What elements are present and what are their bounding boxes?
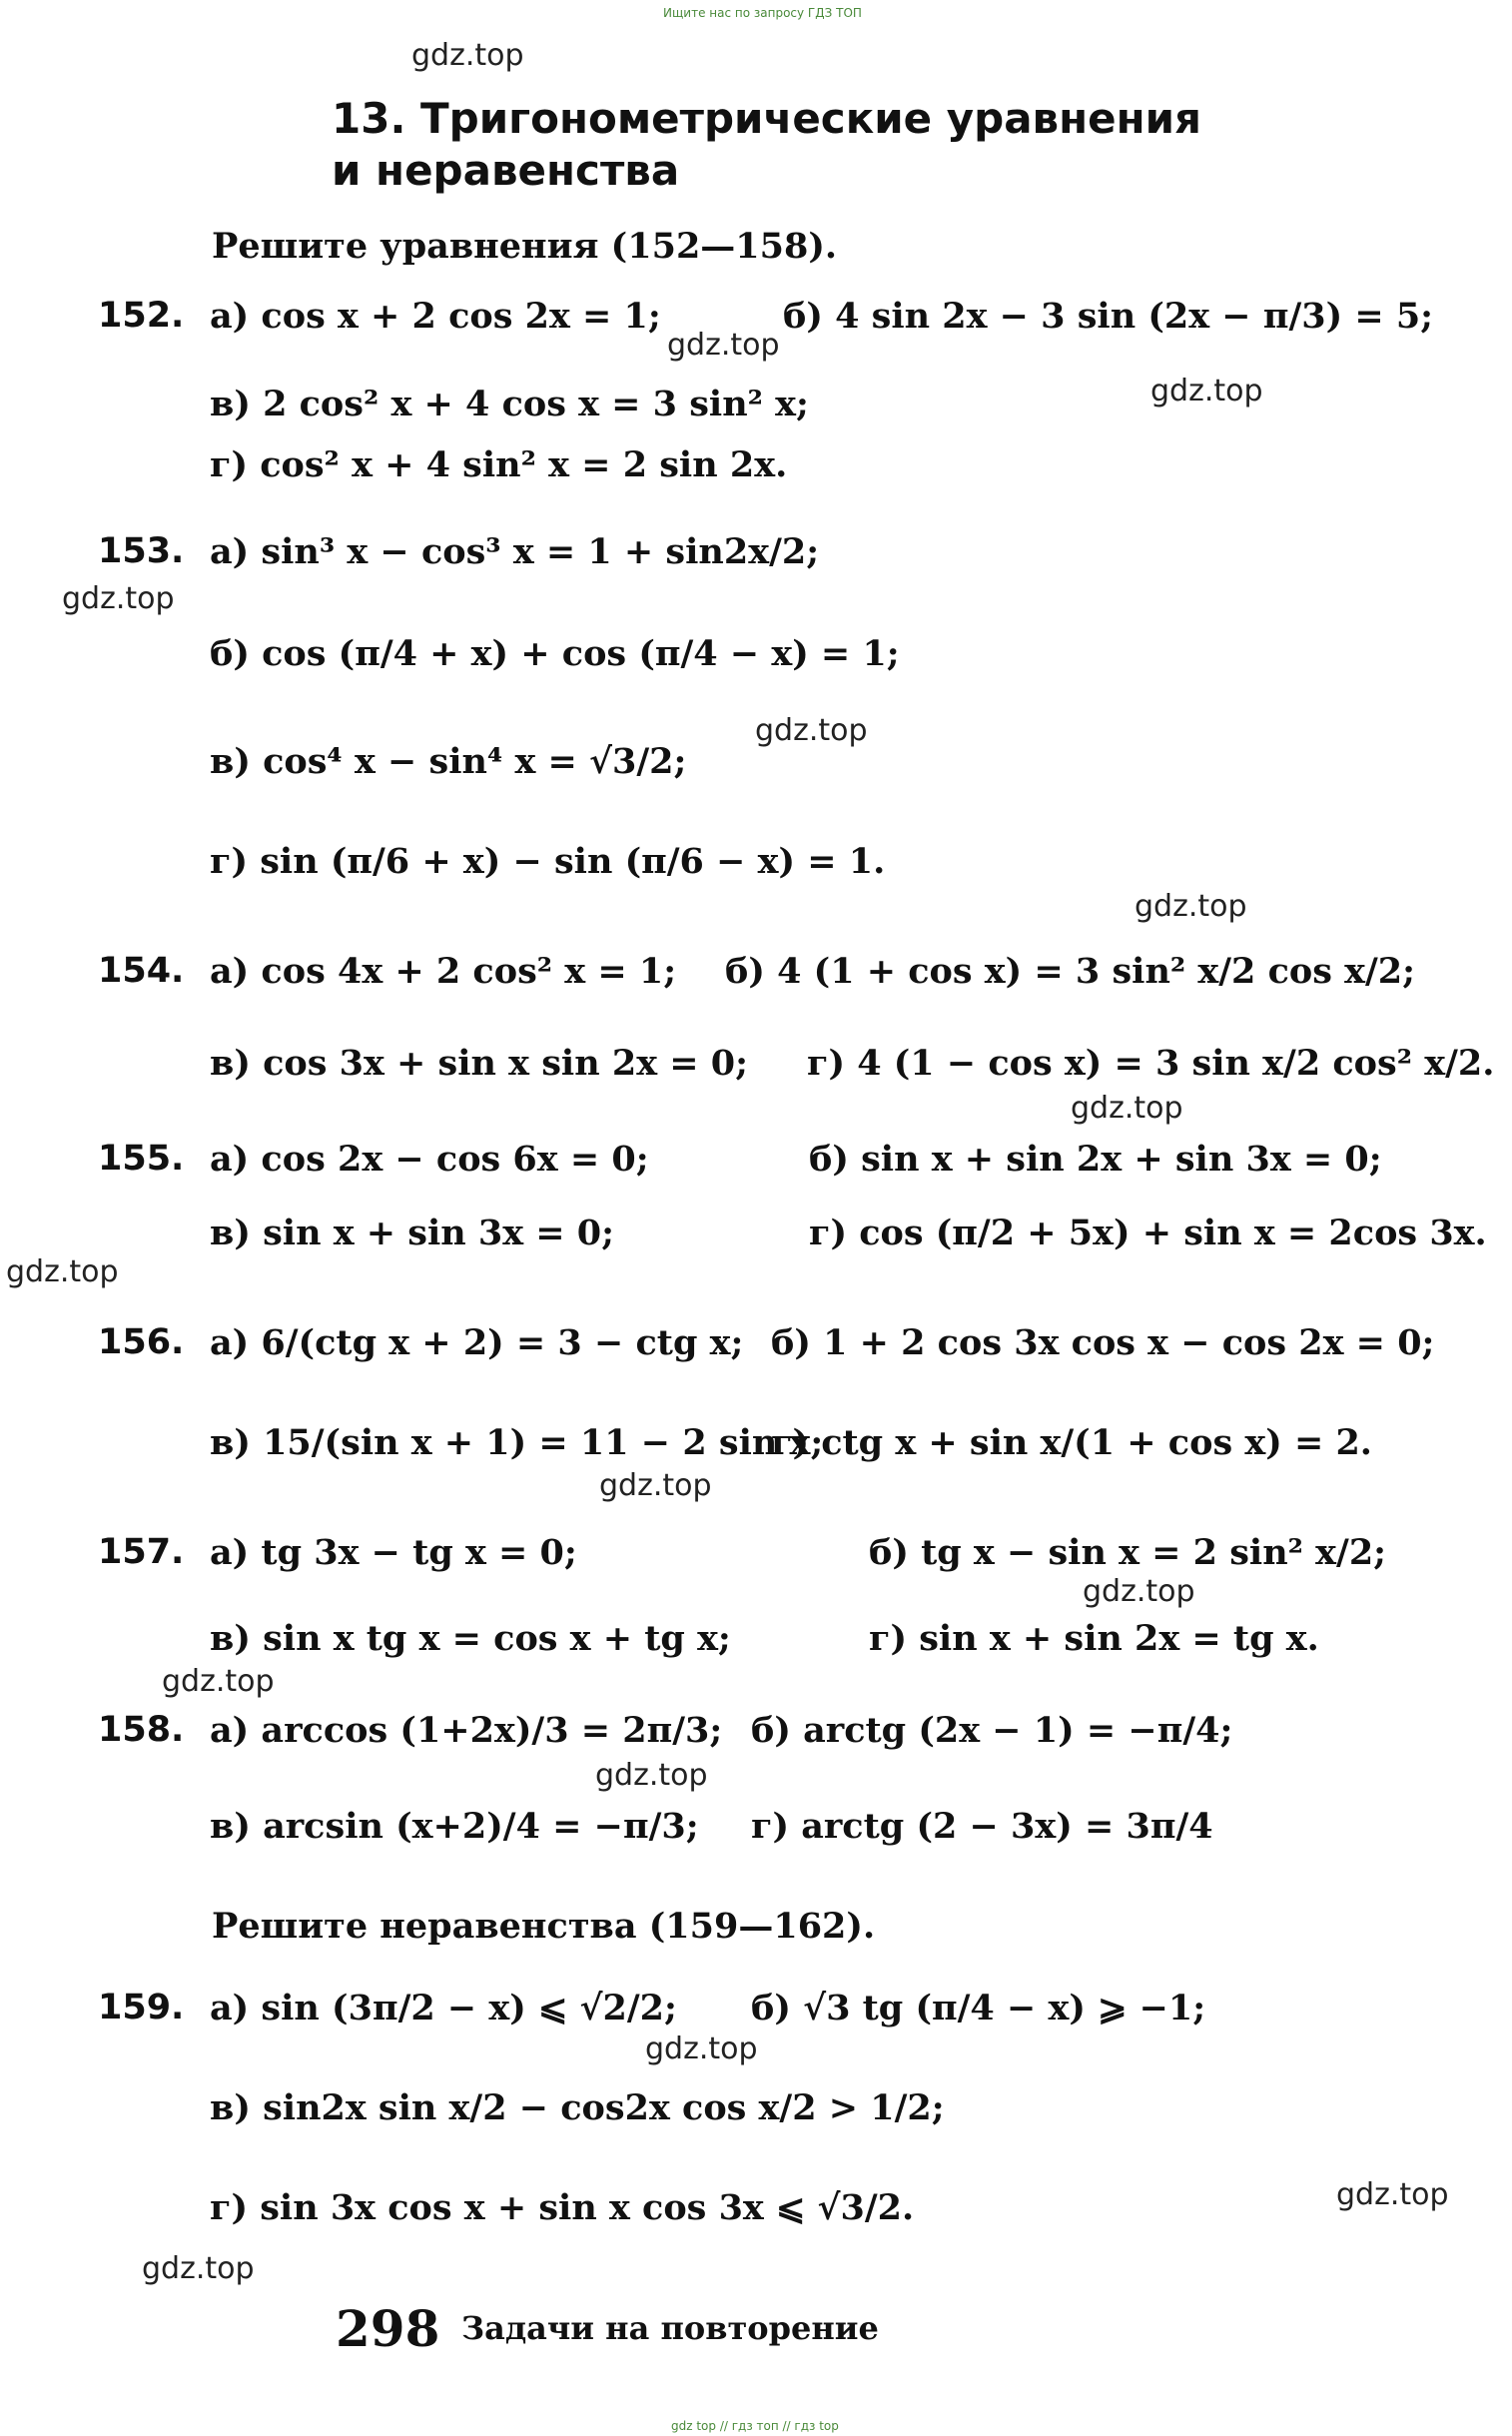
- problem-154-v: в) cos 3x + sin x sin 2x = 0;: [210, 1043, 749, 1084]
- watermark: gdz.top: [755, 713, 868, 748]
- problem-159-a: а) sin (3π/2 − x) ⩽ √2/2;: [210, 1988, 677, 2029]
- intro-inequalities: Решите неравенства (159—162).: [212, 1906, 876, 1947]
- problem-154-a: а) cos 4x + 2 cos² x = 1;: [210, 951, 677, 992]
- problem-155-g: г) cos (π/2 + 5x) + sin x = 2cos 3x.: [809, 1213, 1487, 1253]
- section-title-line1: 13. Тригонометрические уравнения: [332, 94, 1202, 143]
- problem-152-b: б) 4 sin 2x − 3 sin (2x − π/3) = 5;: [783, 296, 1434, 337]
- problem-154-g: г) 4 (1 − cos x) = 3 sin x/2 cos² x/2.: [807, 1043, 1495, 1084]
- watermark: gdz.top: [595, 1758, 708, 1793]
- problem-152-v: в) 2 cos² x + 4 cos x = 3 sin² x;: [210, 384, 809, 424]
- problem-number-152: 152.: [98, 296, 185, 336]
- watermark: gdz.top: [142, 2251, 255, 2286]
- problem-155-a: а) cos 2x − cos 6x = 0;: [210, 1139, 649, 1180]
- problem-154-b: б) 4 (1 + cos x) = 3 sin² x/2 cos x/2;: [725, 951, 1416, 992]
- problem-159-g: г) sin 3x cos x + sin x cos 3x ⩽ √3/2.: [210, 2187, 915, 2228]
- problem-158-g: г) arctg (2 − 3x) = 3π/4: [751, 1806, 1213, 1847]
- section-title-line2: и неравенства: [332, 146, 680, 195]
- problem-153-b: б) cos (π/4 + x) + cos (π/4 − x) = 1;: [210, 633, 900, 674]
- intro-equations: Решите уравнения (152—158).: [212, 226, 838, 267]
- watermark: gdz.top: [667, 328, 780, 363]
- problem-159-v: в) sin2x sin x/2 − cos2x cos x/2 > 1/2;: [210, 2087, 945, 2128]
- watermark: gdz.top: [645, 2031, 758, 2066]
- problem-number-157: 157.: [98, 1532, 185, 1572]
- top-notice: Ищите нас по запросу ГДЗ ТОП: [663, 6, 862, 20]
- problem-number-158: 158.: [98, 1710, 185, 1750]
- problem-157-v: в) sin x tg x = cos x + tg x;: [210, 1618, 731, 1659]
- problem-number-153: 153.: [98, 531, 185, 571]
- problem-159-b: б) √3 tg (π/4 − x) ⩾ −1;: [751, 1988, 1206, 2029]
- watermark: gdz.top: [1336, 2177, 1449, 2212]
- problem-155-v: в) sin x + sin 3x = 0;: [210, 1213, 615, 1253]
- watermark: gdz.top: [162, 1664, 275, 1699]
- problem-153-v: в) cos⁴ x − sin⁴ x = √3/2;: [210, 741, 687, 782]
- watermark: gdz.top: [1134, 889, 1247, 924]
- problem-156-a: а) 6/(ctg x + 2) = 3 − ctg x;: [210, 1322, 744, 1363]
- bottom-notice: gdz top // гдз топ // гдз top: [671, 2419, 839, 2433]
- problem-152-g: г) cos² x + 4 sin² x = 2 sin 2x.: [210, 444, 788, 485]
- watermark: gdz.top: [1150, 374, 1263, 408]
- problem-number-154: 154.: [98, 951, 185, 991]
- page-footer-title: Задачи на повторение: [461, 2309, 879, 2347]
- problem-157-b: б) tg x − sin x = 2 sin² x/2;: [869, 1532, 1387, 1573]
- page-number: 298: [336, 2299, 440, 2358]
- watermark: gdz.top: [62, 581, 175, 616]
- problem-156-v: в) 15/(sin x + 1) = 11 − 2 sin x;: [210, 1422, 824, 1463]
- problem-number-159: 159.: [98, 1988, 185, 2028]
- watermark: gdz.top: [1083, 1574, 1195, 1609]
- problem-155-b: б) sin x + sin 2x + sin 3x = 0;: [809, 1139, 1382, 1180]
- problem-158-a: а) arccos (1+2x)/3 = 2π/3;: [210, 1710, 723, 1751]
- problem-157-g: г) sin x + sin 2x = tg x.: [869, 1618, 1319, 1659]
- watermark: gdz.top: [599, 1468, 712, 1503]
- problem-number-156: 156.: [98, 1322, 185, 1362]
- problem-152-a: а) cos x + 2 cos 2x = 1;: [210, 296, 661, 337]
- problem-153-a: а) sin³ x − cos³ x = 1 + sin2x/2;: [210, 531, 820, 572]
- watermark: gdz.top: [6, 1254, 119, 1289]
- problem-number-155: 155.: [98, 1139, 185, 1179]
- watermark: gdz.top: [1071, 1091, 1183, 1126]
- problem-158-b: б) arctg (2x − 1) = −π/4;: [751, 1710, 1233, 1751]
- problem-156-g: г) ctg x + sin x/(1 + cos x) = 2.: [771, 1422, 1372, 1463]
- problem-157-a: а) tg 3x − tg x = 0;: [210, 1532, 577, 1573]
- problem-156-b: б) 1 + 2 cos 3x cos x − cos 2x = 0;: [771, 1322, 1435, 1363]
- problem-153-g: г) sin (π/6 + x) − sin (π/6 − x) = 1.: [210, 841, 886, 882]
- problem-158-v: в) arcsin (x+2)/4 = −π/3;: [210, 1806, 699, 1847]
- watermark: gdz.top: [411, 38, 524, 73]
